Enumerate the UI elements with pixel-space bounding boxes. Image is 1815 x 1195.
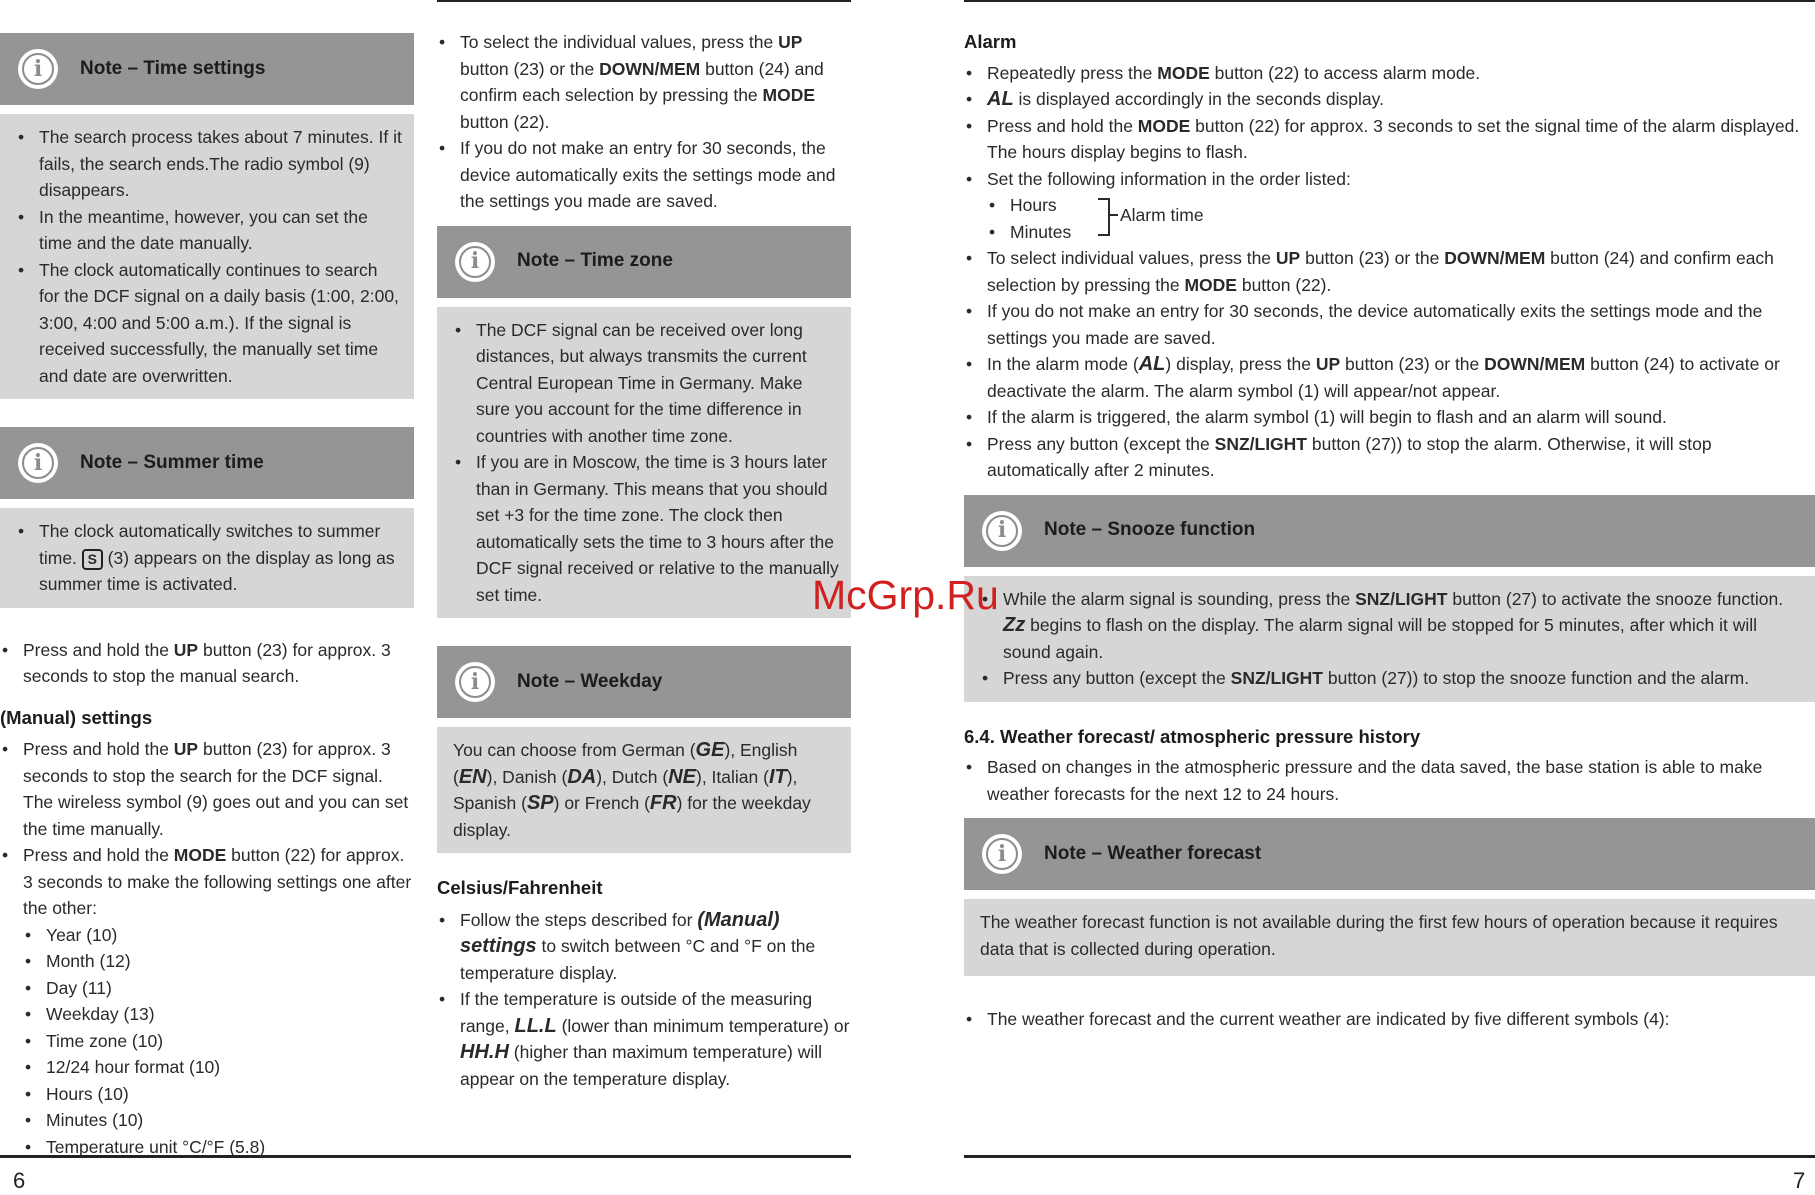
section-title: 6.4. Weather forecast/ atmospheric pressure history: [964, 725, 1421, 747]
list-item: • Press and hold the MODE button (22) for approx. 3 seconds to set the signal time of the alarm displayed. The hours display begins to flash.: [964, 113, 1815, 166]
list-item: • Follow the steps described for (Manual) settings to switch between °C and °F on the temperature display.: [437, 907, 851, 987]
note-body: The weather forecast function is not available during the first few hours of operation because it requires data that is collected during operation.: [964, 899, 1815, 976]
list-item: • Press and hold the MODE button (22) for approx. 3 seconds to make the following settings one after the other: • Year (10) • Month (12) • Day (11) • Weekday (13) • Time zone (10) • 12/24 hour format (10) • Hours (10) • Minutes (10) • Temperature unit °C/°F (5.8): [0, 842, 414, 1160]
watermark: McGrp.Ru: [812, 572, 999, 618]
list-item: • If you do not make an entry for 30 seconds, the device automatically exits the settings mode and the settings you made are saved.: [437, 135, 851, 215]
sub-list-item: • Day (11): [23, 975, 414, 1002]
info-icon: i: [455, 662, 495, 702]
sub-list-item: • 12/24 hour format (10): [23, 1054, 414, 1081]
list-item: • The search process takes about 7 minutes. If it fails, the search ends.The radio symbol (9) disappears.: [16, 124, 402, 204]
list-item: • Repeatedly press the MODE button (22) to access alarm mode.: [964, 60, 1815, 87]
list-item: • If the alarm is triggered, the alarm symbol (1) will begin to flash and an alarm will sound.: [964, 404, 1815, 431]
note-header: [0, 33, 414, 105]
note-weekday: [437, 646, 851, 853]
info-icon: i: [982, 834, 1022, 874]
note-header: [964, 818, 1815, 890]
sub-list-item: • Year (10): [23, 922, 414, 949]
note-title: Note – Time zone: [517, 250, 673, 272]
list-item: • In the alarm mode (AL) display, press the UP button (23) or the DOWN/MEM button (24) to activate or deactivate the alarm. The alarm symbol (1) will appear/not appear.: [964, 351, 1815, 404]
note-title: Note – Summer time: [80, 451, 264, 473]
list-item: • Press and hold the UP button (23) for approx. 3 seconds to stop the search for the DCF signal. The wireless symbol (9) goes out and you can set the time manually.: [0, 736, 414, 842]
note-title: Note – Time settings: [80, 57, 266, 79]
list-item: • While the alarm signal is sounding, press the SNZ/LIGHT button (27) to activate the snooze function. Zz begins to flash on the display. The alarm signal will be stopped for 5 minutes, after which it will sound again.: [980, 586, 1803, 666]
page-number-right: 7: [1793, 1168, 1806, 1193]
bracket-tick: [1110, 214, 1118, 216]
section-title: (Manual) settings: [0, 706, 153, 728]
note-summer-time: [0, 427, 414, 608]
page-number-left: 6: [13, 1168, 26, 1193]
list-item: • Press any button (except the SNZ/LIGHT button (27)) to stop the alarm. Otherwise, it will stop automatically after 2 minutes.: [964, 431, 1815, 484]
list-item: • If you are in Moscow, the time is 3 hours later than in Germany. This means that you should set +3 for the time zone. The clock then automatically sets the time to 3 hours after the DCF signal received or relative to the manually set time.: [453, 449, 839, 608]
sub-list-item: • Hours: [987, 192, 1815, 219]
list-item: • Based on changes in the atmospheric pressure and the data saved, the base station is able to make weather forecasts for the next 12 to 24 hours.: [964, 754, 1815, 807]
list-item: • The clock automatically continues to search for the DCF signal on a daily basis (1:00, 2:00, 3:00, 4:00 and 5:00 a.m.). If the signal is received successfully, the manually set time and date are overwritten.: [16, 257, 402, 390]
section-title: Celsius/Fahrenheit: [437, 877, 603, 898]
info-icon: i: [18, 443, 58, 483]
sub-list-item: • Month (12): [23, 948, 414, 975]
note-body: [437, 307, 851, 619]
sub-list-item: • Temperature unit °C/°F (5.8): [23, 1134, 414, 1161]
info-icon: i: [18, 49, 58, 89]
bracket-icon: [1098, 198, 1110, 236]
middle-column: [437, 0, 851, 1092]
note-body: You can choose from German (GE), English (EN), Danish (DA), Dutch (NE), Italian (IT), Spanish (SP) or French (FR) for the weekday display.: [437, 727, 851, 853]
sub-list-item: • Minutes: [987, 219, 1815, 246]
info-icon: i: [982, 511, 1022, 551]
sub-list-item: • Time zone (10): [23, 1028, 414, 1055]
list-item: • Set the following information in the order listed: • Hours • Minutes Alarm time: [964, 166, 1815, 246]
right-column: [964, 0, 1815, 1033]
sub-list-item: • Weekday (13): [23, 1001, 414, 1028]
list-item: • To select individual values, press the UP button (23) or the DOWN/MEM button (24) and confirm each selection by pressing the MODE button (22).: [964, 245, 1815, 298]
note-time-zone: [437, 226, 851, 619]
note-header: [437, 226, 851, 298]
list-item: • The clock automatically switches to summer time. S (3) appears on the display as long as summer time is activated.: [16, 518, 402, 598]
info-icon: i: [455, 242, 495, 282]
note-header: [0, 427, 414, 499]
list-item: • AL is displayed accordingly in the seconds display.: [964, 86, 1815, 113]
list-item: • If you do not make an entry for 30 seconds, the device automatically exits the settings mode and the settings you made are saved.: [964, 298, 1815, 351]
note-time-settings: [0, 33, 414, 399]
list-item: • In the meantime, however, you can set the time and the date manually.: [16, 204, 402, 257]
note-title: Note – Weekday: [517, 670, 663, 692]
list-item: • The DCF signal can be received over long distances, but always transmits the current Central European Time in Germany. Make sure you account for the time difference in countries with another time zone.: [453, 317, 839, 450]
summer-time-symbol-icon: S: [82, 549, 103, 570]
sub-list-item: • Hours (10): [23, 1081, 414, 1108]
alarm-time-label: Alarm time: [1120, 205, 1204, 225]
note-header: [437, 646, 851, 718]
section-title: Alarm: [964, 31, 1017, 52]
note-body: [0, 508, 414, 608]
list-item: • If the temperature is outside of the measuring range, LL.L (lower than minimum temperature) or HH.H (higher than maximum temperature) will appear on the temperature display.: [437, 986, 851, 1092]
right-bottom-rule: [964, 1155, 1815, 1158]
note-header: [964, 495, 1815, 567]
list-item: • Press and hold the UP button (23) for approx. 3 seconds to stop the manual search.: [0, 637, 414, 690]
note-body: [964, 576, 1815, 702]
sub-list-item: • Minutes (10): [23, 1107, 414, 1134]
note-title: Note – Weather forecast: [1044, 842, 1262, 864]
list-item: • Press any button (except the SNZ/LIGHT button (27)) to stop the snooze function and the alarm.: [980, 665, 1803, 692]
note-snooze: [964, 495, 1815, 702]
list-item: • To select the individual values, press the UP button (23) or the DOWN/MEM button (24) and confirm each selection by pressing the MODE button (22).: [437, 29, 851, 135]
list-item: • The weather forecast and the current weather are indicated by five different symbols (4):: [964, 1006, 1815, 1033]
note-weather-forecast: [964, 818, 1815, 976]
note-title: Note – Snooze function: [1044, 519, 1256, 541]
left-column: [0, 0, 414, 1160]
note-body: [0, 114, 414, 399]
